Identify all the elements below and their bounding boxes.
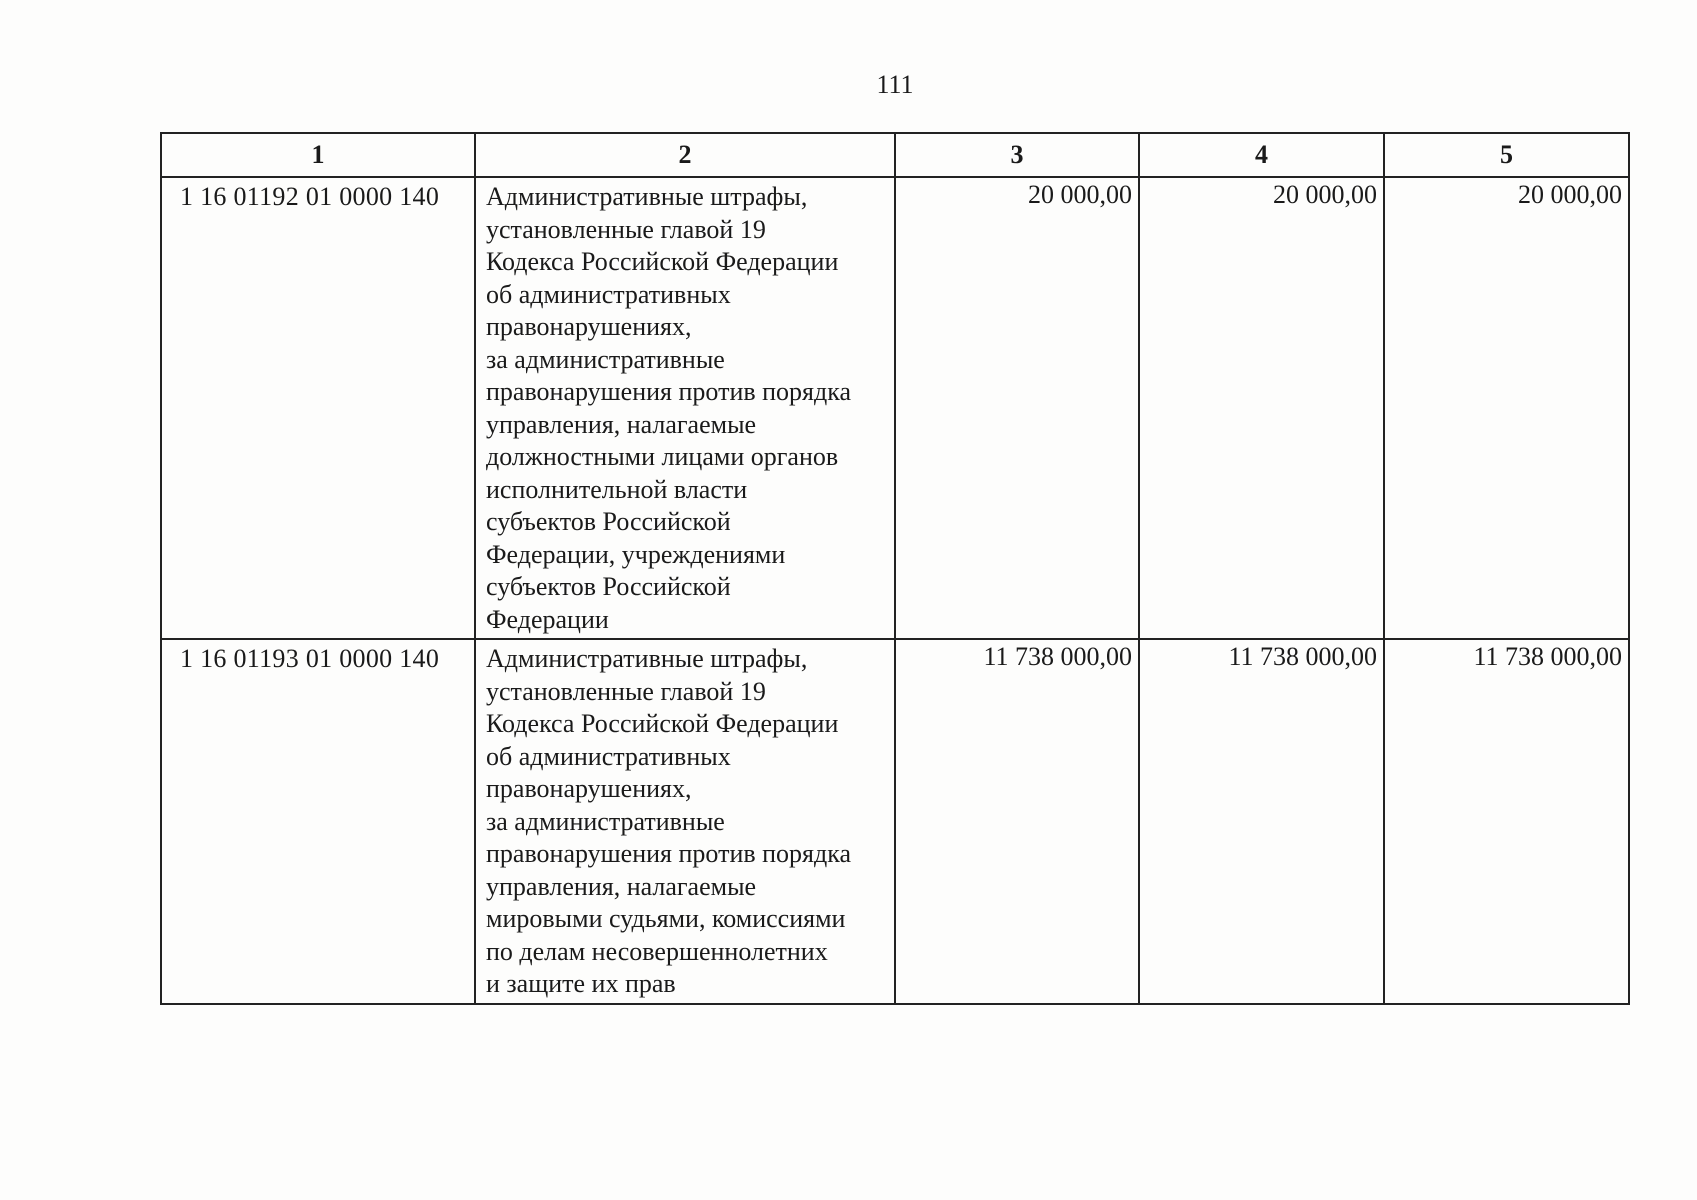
description-line: Федерации bbox=[486, 604, 609, 634]
description-line: управления, налагаемые bbox=[486, 871, 757, 901]
description-line: правонарушениях, bbox=[486, 312, 692, 341]
description-line: правонарушения против порядка bbox=[486, 377, 852, 406]
page-number: 111 bbox=[876, 70, 914, 99]
description-line: правонарушения против порядка bbox=[486, 839, 852, 868]
budget-code-cell: 1 16 01193 01 0000 140 bbox=[161, 639, 475, 1004]
amount-col-3: 11 738 000,00 bbox=[895, 639, 1139, 1004]
header-col-3: 3 bbox=[895, 133, 1139, 177]
amount-col-4: 20 000,00 bbox=[1139, 177, 1384, 639]
description-line: Административные штрафы, bbox=[486, 182, 808, 211]
description-line: об административных bbox=[486, 279, 731, 309]
table-row bbox=[161, 639, 1629, 1004]
amount-col-5: 11 738 000,00 bbox=[1384, 639, 1629, 1004]
description-line: правонарушениях, bbox=[486, 774, 692, 803]
description-line: Административные штрафы, bbox=[486, 644, 808, 673]
description-line: по делам несовершеннолетних bbox=[486, 936, 828, 966]
description-line: управления, налагаемые bbox=[486, 409, 757, 439]
budget-table bbox=[160, 132, 1630, 1005]
description-line: субъектов Российской bbox=[486, 507, 731, 536]
description-line: об административных bbox=[486, 741, 731, 771]
amount-col-4: 11 738 000,00 bbox=[1139, 639, 1384, 1004]
description-line: Федерации, учреждениями bbox=[486, 539, 786, 569]
description-line: мировыми судьями, комиссиями bbox=[486, 904, 846, 933]
description-line: установленные главой 19 bbox=[486, 214, 766, 244]
description-cell bbox=[475, 639, 895, 1004]
description-line: за административные bbox=[486, 806, 725, 836]
header-col-1: 1 bbox=[161, 133, 475, 177]
header-col-4: 4 bbox=[1139, 133, 1384, 177]
amount-col-5: 20 000,00 bbox=[1384, 177, 1629, 639]
description-line: Кодекса Российской Федерации bbox=[486, 247, 839, 276]
header-col-5: 5 bbox=[1384, 133, 1629, 177]
description-line: субъектов Российской bbox=[486, 572, 731, 601]
header-row bbox=[161, 133, 1629, 177]
description-line: должностными лицами органов bbox=[486, 442, 839, 471]
description-line: исполнительной власти bbox=[486, 474, 748, 504]
description-line: и защите их прав bbox=[486, 969, 676, 998]
header-col-2: 2 bbox=[475, 133, 895, 177]
table-row bbox=[161, 177, 1629, 639]
amount-col-3: 20 000,00 bbox=[895, 177, 1139, 639]
description-line: Кодекса Российской Федерации bbox=[486, 709, 839, 738]
description-line: установленные главой 19 bbox=[486, 676, 766, 706]
budget-code-cell: 1 16 01192 01 0000 140 bbox=[161, 177, 475, 639]
description-cell bbox=[475, 177, 895, 639]
description-line: за административные bbox=[486, 344, 725, 374]
